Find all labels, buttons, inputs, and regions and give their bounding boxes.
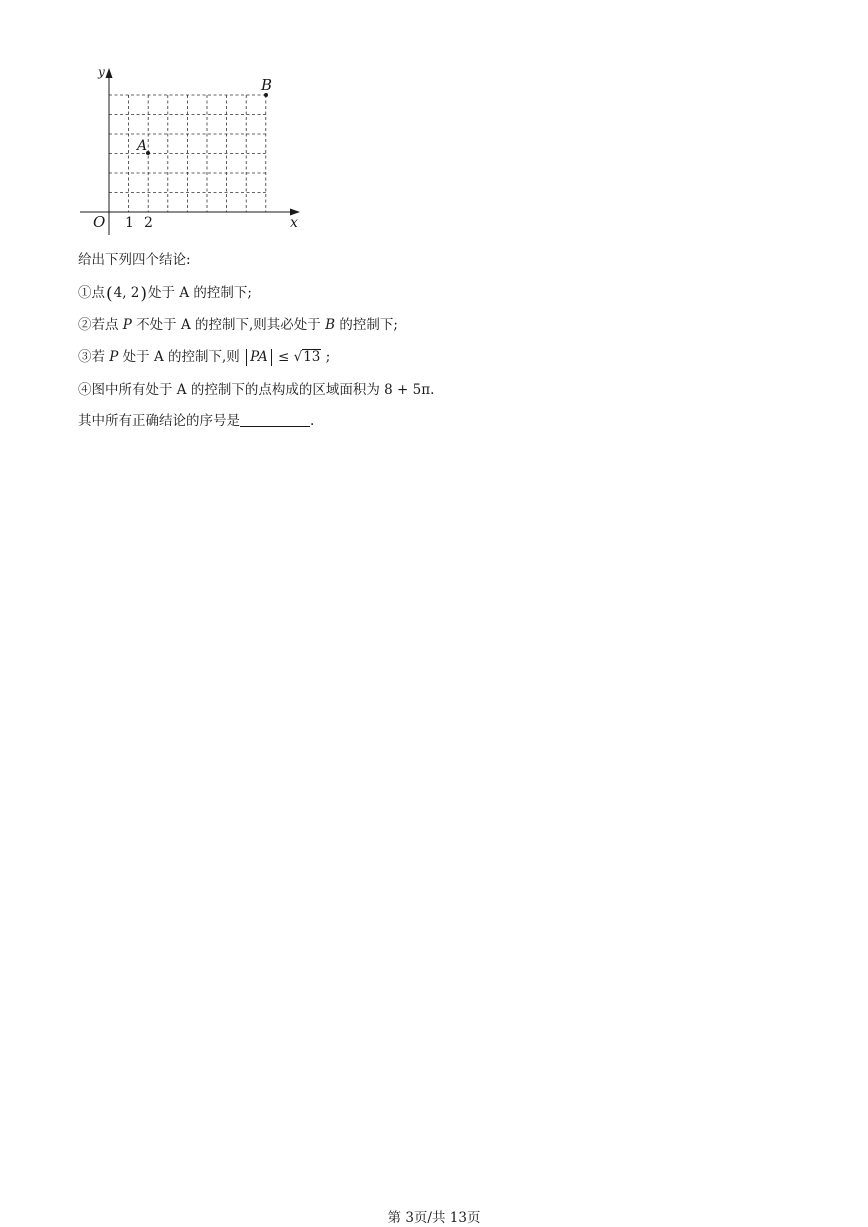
sqrt-radicand: 13	[303, 349, 321, 365]
conclusion-4	[78, 381, 434, 399]
conclusion-3-number: ③	[78, 349, 92, 365]
conclusion-1-text: 处于 A 的控制下;	[148, 285, 252, 301]
conclusion-4-period: .	[430, 382, 435, 398]
conclusion-2-number: ②	[78, 317, 92, 333]
area-expression: 8 + 5π	[384, 382, 431, 398]
distance-pa: PA	[246, 349, 272, 366]
conclusion-2-prefix: 若点	[91, 317, 123, 333]
point-p-symbol: P	[109, 349, 119, 365]
dashed-grid	[109, 95, 266, 212]
coordinate-grid-figure	[76, 60, 308, 235]
origin-label: O	[93, 213, 106, 231]
conclusion-1	[78, 284, 252, 303]
conclusion-4-text: 图中所有处于 A 的控制下的点构成的区域面积为	[91, 382, 385, 398]
intro-text: 给出下列四个结论:	[78, 252, 191, 268]
conclusion-3-prefix: 若	[91, 349, 110, 365]
conclusion-2-middle: 不处于 A 的控制下,则其必处于	[131, 317, 326, 333]
x-axis-label: x	[290, 215, 298, 231]
question-prompt	[78, 412, 314, 430]
conclusion-3-middle: 处于 A 的控制下,则	[118, 349, 245, 365]
point-p-symbol: P	[122, 317, 132, 333]
less-equal-sign: ≤	[273, 349, 294, 365]
point-b-label: B	[261, 76, 273, 94]
y-axis-label: y	[98, 65, 105, 79]
answer-blank[interactable]	[240, 412, 310, 427]
conclusion-1-number: ①	[78, 285, 92, 301]
tick-label-2: 2	[144, 215, 153, 231]
conclusion-1-prefix: 点	[91, 285, 105, 301]
sqrt-symbol: √	[293, 349, 303, 365]
left-paren: (	[106, 284, 113, 304]
page-footer: 第 3页/共 13页	[387, 1210, 481, 1226]
conclusion-2-text: 的控制下;	[335, 317, 398, 333]
tick-label-1: 1	[125, 215, 134, 231]
conclusion-3-text: ;	[321, 349, 331, 365]
conclusion-4-number: ④	[78, 382, 92, 398]
right-paren: )	[140, 284, 148, 304]
y-axis-arrow	[106, 68, 113, 78]
point-a-label: A	[137, 138, 148, 154]
question-text: 其中所有正确结论的序号是	[78, 413, 240, 429]
point-b-symbol: B	[325, 317, 336, 333]
point-coordinates: 4, 2	[113, 285, 140, 301]
conclusion-3	[78, 348, 330, 366]
question-period: .	[310, 413, 315, 429]
conclusion-2	[78, 316, 398, 334]
